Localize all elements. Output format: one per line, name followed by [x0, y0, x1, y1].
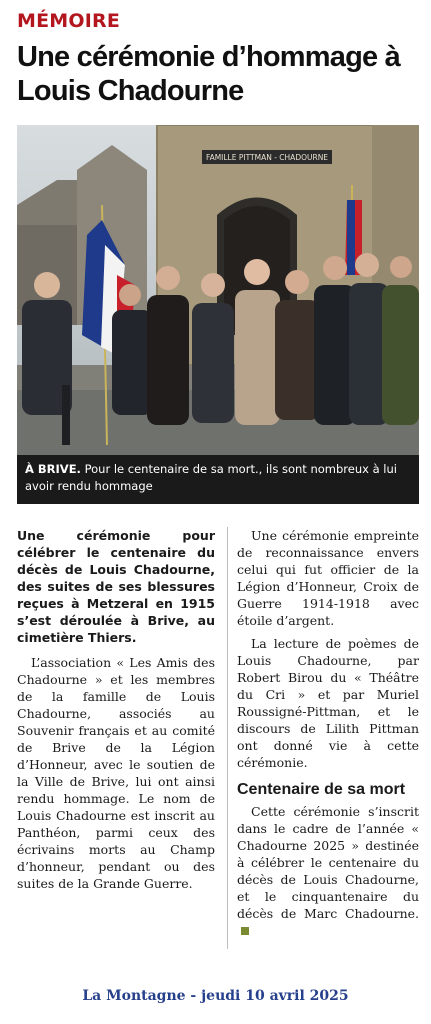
article-paragraph: Une cérémonie empreinte de reconnaissance envers celui qui fut officier de la Légion d’Honneur, Croix de Guerre 1914-1918 avec étoile d’argent. [237, 528, 419, 628]
source-footer: La Montagne - jeudi 10 avril 2025 [82, 988, 349, 1004]
final-paragraph-text: Cette cérémonie s’inscrit dans le cadre de l’année « Chadourne 2025 » destinée à célébrer le centenaire du décès de Louis Chadourne, et le cinquantenaire du décès de Marc Chadourne. [237, 804, 419, 921]
article-paragraph: L’association « Les Amis des Chadourne » et les membres de la famille de Louis Chadourne, associés au Souvenir français et au comité de Brive de la Légion d’Honneur, avec le soutien de la Ville de Brive, lui ont ainsi rendu hommage. Le nom de Louis Chadourne est inscrit au Panthéon, parmi ceux des écrivains morts au Champ d’honneur, pendant ou des suites de la Grande Guerre. [17, 655, 215, 891]
caption-lead: À BRIVE. [25, 462, 81, 476]
article-paragraph: La lecture de poèmes de Louis Chadourne, par Robert Birou du « Théâtre du Cri » et par Muriel Roussigné-Pittman, et le discours de Lilith Pittman ont donné vie à cette cérémonie. [237, 636, 419, 770]
article-subhead: Centenaire de sa mort [237, 781, 406, 798]
article-column-left [17, 527, 215, 898]
caption-text: Pour le centenaire de sa mort., ils sont nombreux à lui avoir rendu hommage [25, 462, 397, 493]
article-column-right [237, 527, 419, 945]
photo-caption [17, 455, 419, 504]
article-headline: Une cérémonie d’hommage à Louis Chadourne [17, 41, 400, 107]
end-of-article-mark [241, 927, 249, 935]
article-chapo: Une cérémonie pour célébrer le centenaire du décès de Louis Chadourne, des suites de ses blessures reçues à Metzeral en 1915 s’est déroulée à Brive, au cimetière Thiers. [17, 528, 215, 645]
plaque-text: FAMILLE PITTMAN - CHADOURNE [205, 153, 329, 162]
article-final-paragraph [237, 803, 419, 939]
section-rubric: MÉMOIRE [17, 10, 121, 32]
column-divider [227, 527, 228, 949]
ceremony-photo [17, 125, 419, 455]
